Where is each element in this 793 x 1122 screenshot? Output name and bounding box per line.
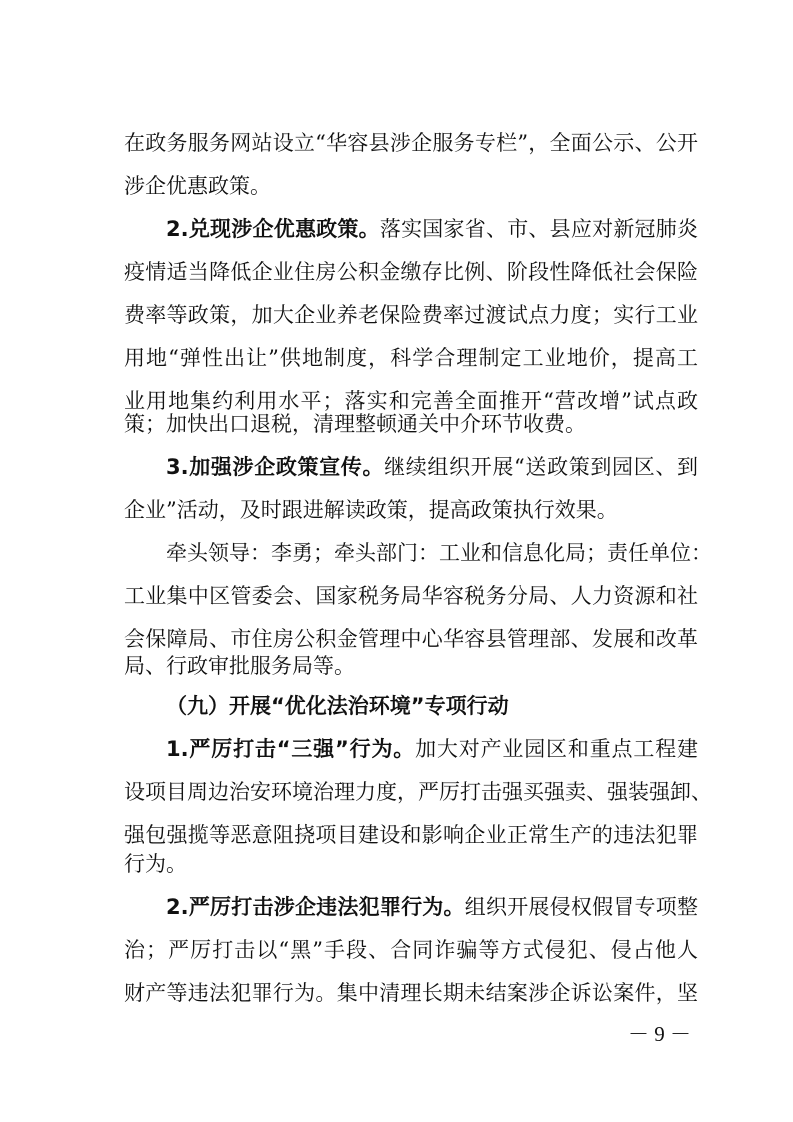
item-text: 落实国家省、市、县应对新冠肺炎 (379, 217, 698, 241)
paragraph-line: 涉企优惠政策。 (124, 174, 271, 198)
item-heading: 3.加强涉企政策宣传。 (166, 455, 385, 479)
section-heading: （九）开展“优化法治环境”专项行动 (166, 694, 509, 718)
paragraph-line: 设项目周边治安环境治理力度，严厉打击强买强卖、强装强卸、 (124, 780, 712, 804)
paragraph-line: 企业”活动，及时跟进解读政策，提高政策执行效果。 (124, 498, 618, 522)
paragraph-line (166, 453, 698, 481)
item-text: 继续组织开展“送政策到园区、到 (384, 455, 698, 479)
paragraph-line: 财产等违法犯罪行为。集中清理长期未结案涉企诉讼案件，坚 (124, 981, 698, 1005)
paragraph-line: 费率等政策，加大企业养老保险费率过渡试点力度；实行工业 (124, 303, 698, 327)
item-heading: 2.兑现涉企优惠政策。 (166, 217, 380, 241)
paragraph-line: 用地“弹性出让”供地制度，科学合理制定工业地价，提高工 (124, 346, 698, 370)
paragraph-line (166, 215, 698, 243)
page-number: － 9 － (628, 1022, 691, 1046)
paragraph-line (166, 893, 698, 921)
paragraph-line: 在政务服务网站设立“华容县涉企服务专栏”，全面公示、公开 (124, 131, 698, 155)
item-heading: 1.严厉打击“三强”行为。 (166, 737, 416, 761)
paragraph-line (166, 735, 698, 763)
paragraph-line: 工业集中区管委会、国家税务局华容税务分局、人力资源和社 (124, 584, 698, 608)
paragraph-line: 强包强揽等恶意阻挠项目建设和影响企业正常生产的违法犯罪 (124, 823, 698, 847)
paragraph-line: 业用地集约利用水平；落实和完善全面推开“营改增”试点政 (124, 389, 698, 413)
paragraph-line: 会保障局、市住房公积金管理中心华容县管理部、发展和改革 (124, 627, 698, 651)
item-text: 加大对产业园区和重点工程建 (415, 737, 698, 761)
paragraph-line: 行为。 (124, 852, 187, 876)
item-text: 组织开展侵权假冒专项整 (464, 895, 699, 919)
paragraph-line: 治；严厉打击以“黑”手段、合同诈骗等方式侵犯、侵占他人 (124, 938, 698, 962)
paragraph-line: 策；加快出口退税，清理整顿通关中介环节收费。 (124, 412, 586, 436)
paragraph-line: 牵头领导：李勇；牵头部门：工业和信息化局；责任单位： (166, 541, 712, 565)
item-heading: 2.严厉打击涉企违法犯罪行为。 (166, 895, 465, 919)
paragraph-line: 局、行政审批服务局等。 (124, 654, 355, 678)
paragraph-line: 疫情适当降低企业住房公积金缴存比例、阶段性降低社会保险 (124, 260, 698, 284)
